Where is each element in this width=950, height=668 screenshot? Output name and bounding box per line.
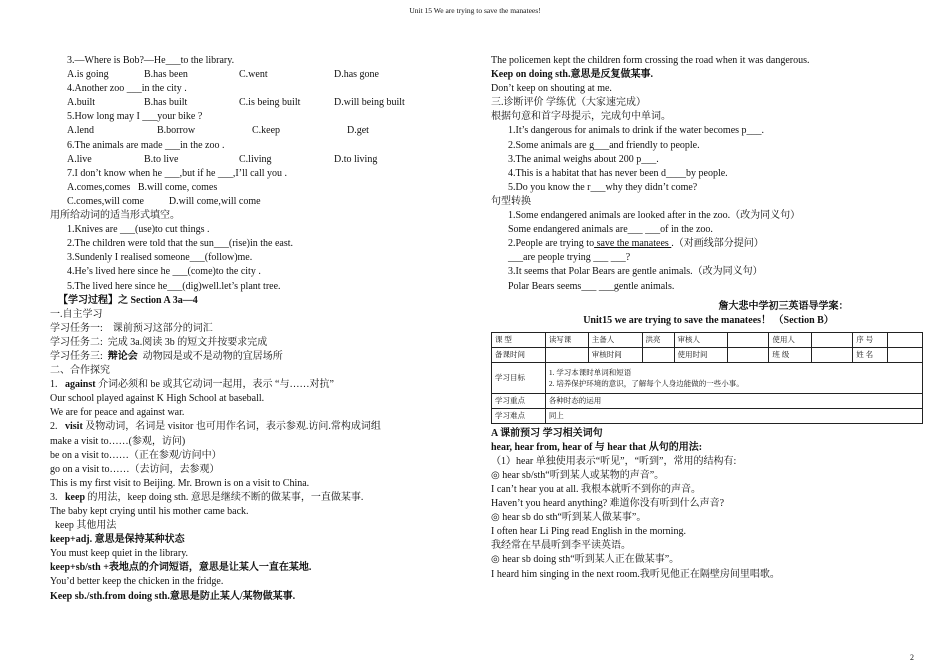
point-number: 1. [50,379,65,391]
hear-line: I often hear Li Ping read English in the morning. [491,526,686,538]
phrase-line: be on a visit to……（正在参观/访问中） [50,449,222,461]
self-study-heading: 一.自主学习 [50,308,103,320]
evaluation-heading: 三.诊断评价 学练优（大家速完成） [491,97,646,109]
table-cell: 课 型 [492,332,546,347]
option-a: A.built [67,97,96,109]
example-sentence: The policemen kept the children form crossing the road when it was dangerous. [491,55,810,66]
evaluation-item: 4.This is a habitat that has never been d____by people. [508,167,728,179]
keyword-visit: visit [65,421,83,433]
question-6-options [50,153,470,167]
table-cell: 使用人 [769,332,812,347]
fill-item: 3.Sundenly I realised someone___(follow)me. [67,252,253,264]
transform-answer: Some endangered animals are___ ___of in the zoo. [508,224,713,236]
table-cell [545,347,588,362]
transform-text: 2.People are trying to [508,238,595,250]
keyword-against: against [65,379,96,391]
task-3-topic: 动物园是或不是动物的宜居场所 [137,350,283,362]
transform-item [491,237,926,251]
point-number: 2. [50,421,65,433]
keep-usage-2: keep+sb/sth +表地点的介词短语，意思是让某人一直在某地. [50,562,312,574]
table-cell [888,347,923,362]
task-3-label: 学习任务三: [50,350,108,362]
evaluation-item: 5.Do you know the r___why they didn’t come? [508,181,698,193]
option-a: A.live [67,153,92,165]
transform-note: .（对画线部分提问） [671,238,764,250]
task-3 [50,350,470,364]
option-a: A.lend [67,125,94,137]
point-2 [50,420,470,434]
table-cell: 序 号 [853,332,888,347]
keep-other-usage: keep 其他用法 [50,520,117,532]
example-sentence: You must keep quiet in the library. [50,548,189,560]
goal-line: 1. 学习本课时单词和短语 [548,367,632,377]
option-b: B.borrow [157,125,196,137]
evaluation-item: 1.It’s dangerous for animals to drink if the water becomes p___. [508,125,765,137]
table-cell: 洪亮 [642,332,674,347]
question-7-options-ab: A.comes,comes B.will come, comes [67,181,218,193]
keep-usage-1: keep+adj. 意思是保持某种状态 [50,534,185,546]
key-label: 学习重点 [492,393,546,408]
fill-item: 1.Knives are ___(use)to cut things . [67,224,210,236]
option-b: B.has built [144,97,188,109]
task-3-debate: 辩论会 [107,350,138,362]
option-c: C.keep [252,125,281,137]
question-7-options-cd: C.comes,will come D.will come,will come [67,195,261,207]
phrase-line: go on a visit to……（去访问，去参观） [50,463,220,475]
point-1 [50,378,470,392]
keep-on-usage: Keep on doing sth.意思是反复做某事. [491,69,653,81]
left-column [50,54,470,604]
evaluation-item: 2.Some animals are g___and friendly to people. [508,139,700,151]
question-4-options [50,96,470,110]
question-7: 7.I don’t know when he ___,but if he ___,I’ll call you . [67,167,288,179]
evaluation-instruction: 根据句意和首字母提示，完成句中单词。 [491,111,671,123]
transform-answer: ___are people trying ___ ___? [508,252,631,264]
fill-item: 2.The children were told that the sun___(rise)in the east. [67,238,294,250]
learning-process-title: 【学习过程】之 Section A 3a—4 [58,294,198,306]
option-b: B.to live [144,153,179,165]
difficulty-content: 同上 [545,408,922,423]
hear-line: ◎ hear sb doing sth“听到某人正在做某事”。 [491,554,680,566]
goal-line: 2. 培养保护环境的意识，了解每个人身边能做的一些小事。 [548,378,744,388]
example-sentence: You’d better keep the chicken in the fridge. [50,576,224,588]
hear-line: Haven’t you heard anything? 难道你没有听到什么声音? [491,498,725,510]
key-content: 各种时态的运用 [545,393,922,408]
hear-line: ◎ hear sb do sth“听到某人做某事”。 [491,512,647,524]
table-cell: 主备人 [588,332,642,347]
option-c: C.is being built [239,97,301,109]
transform-item: 3.It seems that Polar Bears are gentle animals.（改为同义句） [508,266,763,278]
table-cell: 审核时间 [588,347,642,362]
table-cell [642,347,674,362]
hear-usage-title: hear, hear from, hear of 与 hear that 从句的用法: [491,441,703,453]
question-3-options [50,68,470,82]
option-d: D.will being built [334,97,405,109]
goal-label: 学习目标 [492,362,546,393]
table-cell: 姓 名 [853,347,888,362]
goal-content [545,362,922,393]
question-5: 5.How long may I ___your bike ? [67,111,203,123]
hear-line: I heard him singing in the next room.我听见他正在隔壁房间里唱歌。 [491,568,780,580]
fill-blank-title: 用所给动词的适当形式填空。 [50,210,180,222]
question-3: 3.—Where is Bob?—He___to the library. [67,55,235,66]
hear-line: 我经常在早晨听到李平读英语。 [491,540,631,552]
fill-item: 4.He’s lived here since he ___(come)to the city . [67,266,261,278]
keep-usage-3: Keep sb./sth.from doing sth.意思是防止某人/某物做某事. [50,590,296,602]
hear-line: ◎ hear sb/sth“听到某人或某物的声音”。 [491,469,665,481]
table-cell: 审核人 [674,332,728,347]
point-3 [50,491,470,505]
question-6: 6.The animals are made ___in the zoo . [67,139,225,151]
point-number: 3. [50,491,65,503]
point-explanation: 的用法，keep doing sth. 意思是继续不断的做某事，一直做某事. [85,491,364,503]
table-cell: 备课时间 [492,347,546,362]
table-cell [812,332,853,347]
example-sentence: Don’t keep on shouting at me. [491,83,612,95]
cooperation-heading: 二、合作探究 [50,365,110,377]
question-5-options [50,124,470,138]
hear-line: （1）hear 单独使用表示“听见”，“听到”，常用的结构有: [491,455,737,467]
lesson-info-table [491,332,923,424]
evaluation-item: 3.The animal weighs about 200 p___. [508,153,659,165]
option-d: D.has gone [334,69,379,81]
transform-answer: Polar Bears seems___ ___gentle animals. [508,280,675,292]
example-sentence: We are for peace and against war. [50,407,185,419]
task-1: 学习任务一: 课前预习这部分的词汇 [50,322,213,334]
option-b: B.has been [144,69,188,81]
table-cell: 使用时间 [674,347,728,362]
table-cell [728,332,769,347]
example-sentence: Our school played against K High School at baseball. [50,393,265,405]
question-4: 4.Another zoo ___in the city . [67,83,187,95]
right-column [491,54,926,582]
fill-item: 5.The lived here since he___(dig)well.let’s plant tree. [67,280,281,292]
table-cell [812,347,853,362]
table-cell: 读写课 [545,332,588,347]
keyword-keep: keep [65,491,85,503]
table-cell [728,347,769,362]
hear-line: I can’t hear you at all. 我根本就听不到你的声音。 [491,483,702,495]
page-header: Unit 15 We are trying to save the manatees! [409,6,541,15]
transform-item: 1.Some endangered animals are looked after in the zoo.（改为同义句） [508,210,801,222]
preview-heading: A 课前预习 学习相关词句 [491,427,603,439]
difficulty-label: 学习难点 [492,408,546,423]
plan-title: Unit15 we are trying to save the manatees！ （Section B） [583,314,834,326]
option-c: C.living [239,153,272,165]
transform-heading: 句型转换 [491,195,531,207]
point-explanation: 及物动词，名词是 visitor 也可用作名词，表示参观.访问.常构成词组 [82,421,381,433]
table-cell [888,332,923,347]
example-sentence: The baby kept crying until his mother came back. [50,506,249,517]
point-explanation: 介词必须和 be 或其它动词一起用，表示 “与……对抗” [95,379,334,391]
option-d: D.get [347,125,369,137]
page-number: 2 [910,653,914,662]
option-d: D.to living [334,153,378,165]
school-title: 詹大悲中学初三英语导学案： [718,300,849,312]
task-2: 学习任务二: 完成 3a.阅读 3b 的短文并按要求完成 [50,336,268,348]
table-cell: 班 级 [769,347,812,362]
option-c: C.went [239,69,268,81]
underlined-phrase: save the manatees [594,238,672,250]
phrase-line: make a visit to……(参观，访问) [50,435,186,447]
option-a: A.is going [67,69,109,81]
example-sentence: This is my first visit to Beijing. Mr. Brown is on a visit to China. [50,477,310,489]
